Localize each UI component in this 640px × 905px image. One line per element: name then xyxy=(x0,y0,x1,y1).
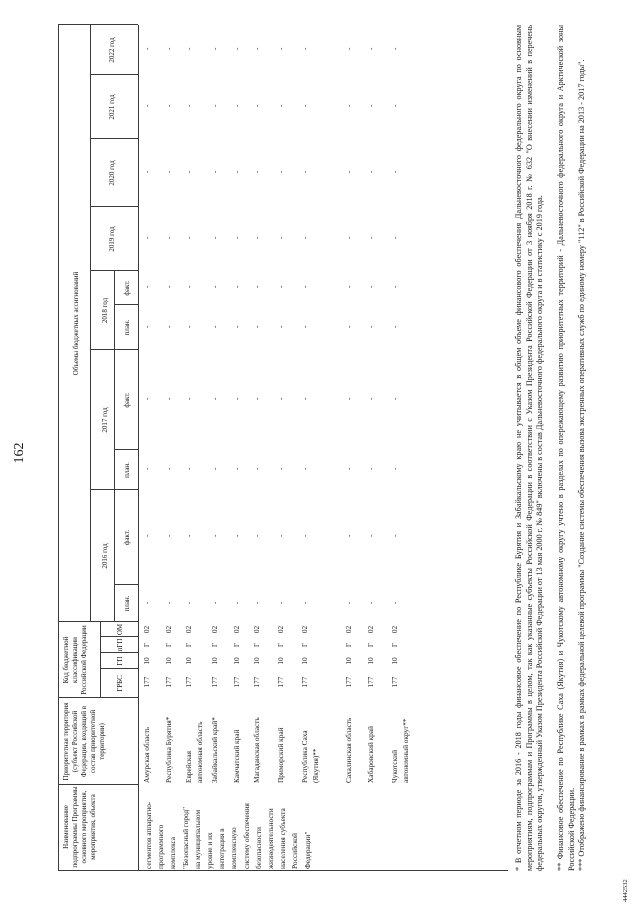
cell-dash: - xyxy=(276,104,285,107)
cell-dash: - xyxy=(142,534,151,537)
cell-dash: - xyxy=(344,104,353,107)
cell-om: 02 xyxy=(184,625,193,634)
name-cell-line: Федерации" xyxy=(302,831,312,869)
cell-pgp: Г xyxy=(184,642,193,648)
footnote-2: ** Финансовое обеспечение по Республике Саха (Якутия) и Чукотскому автономному округу учтено в разделах по опережающему развитию приоритетных территорий - Дальневосточного федерального округа и Арктической зоны Российской Федерации. xyxy=(556,25,576,871)
header-plan-2016: план. xyxy=(123,595,131,612)
cell-dash: - xyxy=(210,534,219,537)
cell-dash: - xyxy=(184,104,193,107)
cell-dash: - xyxy=(232,534,241,537)
cell-om: 02 xyxy=(366,625,375,634)
cell-pgp: Г xyxy=(344,642,353,648)
cell-dash: - xyxy=(276,467,285,470)
name-cell-line: "Безопасный город" xyxy=(180,806,190,869)
cell-dash: - xyxy=(142,467,151,470)
cell-dash: - xyxy=(390,104,399,107)
grid-line xyxy=(114,271,115,622)
cell-dash: - xyxy=(184,467,193,470)
territory-5: Магаданская область xyxy=(252,717,261,783)
cell-dash: - xyxy=(210,47,219,50)
cell-dash: - xyxy=(344,601,353,604)
grid-line xyxy=(58,697,138,698)
territory-0: Амурская область xyxy=(142,726,151,783)
header-pgp: пГП xyxy=(116,638,124,652)
cell-dash: - xyxy=(164,104,173,107)
cell-om: 02 xyxy=(276,625,285,634)
cell-gp: 10 xyxy=(142,657,151,665)
territory-8: Сахалинская область xyxy=(344,717,353,783)
header-plan-2017: план. xyxy=(123,462,131,478)
cell-dash: - xyxy=(276,534,285,537)
cell-dash: - xyxy=(300,325,309,328)
cell-dash: - xyxy=(366,47,375,50)
table-left-border xyxy=(58,870,508,871)
name-cell-line: безопасности xyxy=(253,827,263,869)
cell-dash: - xyxy=(252,397,261,400)
cell-grbs: 177 xyxy=(164,676,173,688)
cell-grbs: 177 xyxy=(184,676,193,688)
cell-dash: - xyxy=(344,236,353,239)
cell-grbs: 177 xyxy=(344,676,353,688)
cell-dash: - xyxy=(184,397,193,400)
cell-dash: - xyxy=(210,601,219,604)
cell-dash: - xyxy=(390,170,399,173)
cell-dash: - xyxy=(232,236,241,239)
cell-dash: - xyxy=(390,534,399,537)
header-fact-2017: факт. xyxy=(123,392,131,408)
header-2020: 2020 год xyxy=(108,160,116,186)
cell-dash: - xyxy=(184,47,193,50)
header-budget-code: Код бюджетной классификации Российской Федерации xyxy=(62,625,88,695)
cell-dash: - xyxy=(232,47,241,50)
cell-dash: - xyxy=(210,467,219,470)
cell-dash: - xyxy=(164,325,173,328)
territory-10: автономный округ** xyxy=(400,718,410,783)
name-cell-line: интеграция в xyxy=(217,828,227,869)
cell-om: 02 xyxy=(210,625,219,634)
cell-dash: - xyxy=(210,325,219,328)
cell-dash: - xyxy=(276,285,285,288)
cell-dash: - xyxy=(184,534,193,537)
cell-dash: - xyxy=(344,397,353,400)
cell-dash: - xyxy=(164,534,173,537)
cell-dash: - xyxy=(366,285,375,288)
cell-dash: - xyxy=(210,397,219,400)
header-om: ОМ xyxy=(116,623,124,636)
cell-dash: - xyxy=(344,534,353,537)
territory-7: Республика Саха xyxy=(300,730,309,783)
cell-dash: - xyxy=(232,325,241,328)
header-2018: 2018 год xyxy=(101,297,109,324)
header-2017: 2017 год xyxy=(101,407,109,433)
cell-dash: - xyxy=(252,170,261,173)
name-cell-line: систему обеспечения xyxy=(241,803,251,869)
name-cell-line: комплексную xyxy=(229,827,239,869)
name-cell-line: сегментов аппаратно- xyxy=(144,801,153,869)
cell-grbs: 177 xyxy=(366,676,375,688)
cell-dash: - xyxy=(390,397,399,400)
cell-dash: - xyxy=(252,236,261,239)
cell-pgp: Г xyxy=(232,642,241,648)
cell-dash: - xyxy=(142,236,151,239)
cell-dash: - xyxy=(184,601,193,604)
header-2016: 2016 год xyxy=(101,543,109,569)
territory-4: Камчатский край xyxy=(232,729,241,783)
cell-gp: 10 xyxy=(300,657,309,665)
cell-dash: - xyxy=(164,601,173,604)
cell-pgp: Г xyxy=(164,642,173,648)
cell-grbs: 177 xyxy=(232,676,241,688)
cell-dash: - xyxy=(300,285,309,288)
cell-om: 02 xyxy=(390,625,399,634)
header-plan-2018: план. xyxy=(123,319,131,336)
territory-7: (Якутия)** xyxy=(310,748,320,783)
cell-grbs: 177 xyxy=(390,676,399,688)
name-cell-line: уровне и их xyxy=(205,832,214,869)
table-top-border xyxy=(58,25,59,871)
grid-line xyxy=(58,24,138,25)
header-2022: 2022 год xyxy=(108,37,116,63)
cell-dash: - xyxy=(300,467,309,470)
cell-dash: - xyxy=(344,285,353,288)
cell-dash: - xyxy=(300,47,309,50)
cell-dash: - xyxy=(232,601,241,604)
cell-dash: - xyxy=(252,534,261,537)
cell-dash: - xyxy=(184,170,193,173)
cell-dash: - xyxy=(276,47,285,50)
cell-dash: - xyxy=(366,170,375,173)
cell-dash: - xyxy=(300,601,309,604)
cell-grbs: 177 xyxy=(210,676,219,688)
cell-dash: - xyxy=(252,325,261,328)
header-2019: 2019 год xyxy=(108,226,116,252)
territory-2: автономная область xyxy=(194,721,204,783)
cell-dash: - xyxy=(184,285,193,288)
footnote-3: *** Отображено финансирование в рамках в рамках федеральной целевой программы "Создание системы обеспечения вызова экстренных оперативных служб по единому номеру "112" в Российской Федерации на 2013 - 2017 годы". xyxy=(577,59,586,871)
cell-dash: - xyxy=(300,104,309,107)
cell-gp: 10 xyxy=(344,657,353,665)
cell-dash: - xyxy=(164,170,173,173)
cell-dash: - xyxy=(164,47,173,50)
cell-dash: - xyxy=(300,397,309,400)
cell-dash: - xyxy=(390,285,399,288)
cell-grbs: 177 xyxy=(142,676,151,688)
cell-gp: 10 xyxy=(210,657,219,665)
header-fact-2016: факт. xyxy=(123,529,131,546)
header-2021: 2021 год xyxy=(108,94,116,120)
territory-9: Хабаровский край xyxy=(366,726,375,783)
cell-dash: - xyxy=(164,397,173,400)
header-name: Наименование подпрограммы Программы основного мероприятия, мероприятия, объекта xyxy=(62,786,97,868)
cell-dash: - xyxy=(232,285,241,288)
cell-dash: - xyxy=(366,104,375,107)
cell-dash: - xyxy=(344,47,353,50)
cell-dash: - xyxy=(300,534,309,537)
territory-6: Приморский край xyxy=(276,727,285,783)
cell-dash: - xyxy=(210,170,219,173)
document-id: 4442532 xyxy=(622,879,629,902)
cell-pgp: Г xyxy=(142,642,151,648)
cell-dash: - xyxy=(344,467,353,470)
name-cell-line: комплекса xyxy=(168,836,178,869)
cell-grbs: 177 xyxy=(252,676,261,688)
territory-10: Чукотский xyxy=(390,750,399,783)
header-fact-2018: факт. xyxy=(123,280,131,296)
cell-dash: - xyxy=(232,104,241,107)
territory-3: Забайкальский край* xyxy=(210,717,219,783)
cell-pgp: Г xyxy=(210,642,219,648)
cell-dash: - xyxy=(210,285,219,288)
cell-dash: - xyxy=(390,467,399,470)
cell-dash: - xyxy=(232,467,241,470)
cell-om: 02 xyxy=(232,625,241,634)
name-cell-line: программного xyxy=(156,824,166,869)
cell-dash: - xyxy=(390,325,399,328)
territory-1: Республика Бурятия* xyxy=(164,716,173,783)
page-number: 162 xyxy=(12,442,27,464)
cell-om: 02 xyxy=(164,625,173,634)
header-territory: Приоритетная территория (субъект Российской Федерации, входящий в состав приоритетной территории) xyxy=(62,702,106,781)
cell-dash: - xyxy=(300,170,309,173)
cell-dash: - xyxy=(344,170,353,173)
cell-dash: - xyxy=(366,236,375,239)
cell-gp: 10 xyxy=(390,657,399,665)
cell-pgp: Г xyxy=(300,642,309,648)
cell-dash: - xyxy=(390,601,399,604)
cell-pgp: Г xyxy=(276,642,285,648)
cell-pgp: Г xyxy=(390,642,399,648)
grid-line xyxy=(90,25,91,622)
cell-dash: - xyxy=(142,104,151,107)
footnote-1: * В отчетном периоде за 2016 - 2018 годы финансовое обеспечение по Республике Бурятия и Забайкальскому краю не учитывается в общем объеме финансового обеспечения Дальневосточного федерального округа по основным мероприятиям, подпрограммам и Программы в целом, так как указанные субъекты Российской Федерации в соответствии с Указом Президента Российской Федерации от 3 ноября 2018 г. № 632 "О внесении изменений в перечень федеральных округов, утвержденный Указом Президента Российской Федерации от 13 мая 2000 г. № 849" включены в состав Дальневосточного федерального округа и в статистику с 2019 года. xyxy=(514,25,544,871)
cell-dash: - xyxy=(276,236,285,239)
name-cell-line: Российской xyxy=(290,833,300,869)
name-cell-line: населения субъекта xyxy=(278,808,288,869)
cell-gp: 10 xyxy=(184,657,193,665)
cell-dash: - xyxy=(252,47,261,50)
cell-dash: - xyxy=(184,236,193,239)
cell-grbs: 177 xyxy=(276,676,285,688)
cell-dash: - xyxy=(142,170,151,173)
territory-2: Еврейская xyxy=(184,751,193,783)
cell-om: 02 xyxy=(344,625,353,634)
cell-dash: - xyxy=(366,601,375,604)
cell-dash: - xyxy=(210,104,219,107)
cell-grbs: 177 xyxy=(300,676,309,688)
cell-dash: - xyxy=(232,170,241,173)
cell-dash: - xyxy=(232,397,241,400)
cell-dash: - xyxy=(142,285,151,288)
cell-om: 02 xyxy=(300,625,309,634)
cell-dash: - xyxy=(252,104,261,107)
cell-pgp: Г xyxy=(366,642,375,648)
cell-dash: - xyxy=(276,397,285,400)
name-cell-line: на муниципальном xyxy=(192,809,202,869)
cell-gp: 10 xyxy=(366,657,375,665)
cell-dash: - xyxy=(276,325,285,328)
cell-dash: - xyxy=(276,601,285,604)
cell-om: 02 xyxy=(142,625,151,634)
cell-dash: - xyxy=(390,47,399,50)
cell-dash: - xyxy=(142,47,151,50)
cell-dash: - xyxy=(344,325,353,328)
name-cell-line: жизнедеятельности xyxy=(266,808,275,869)
cell-dash: - xyxy=(366,467,375,470)
cell-om: 02 xyxy=(252,625,261,634)
cell-dash: - xyxy=(210,236,219,239)
cell-dash: - xyxy=(142,325,151,328)
header-gp: ГП xyxy=(116,656,124,666)
header-grbs: ГРБС xyxy=(116,675,124,692)
cell-dash: - xyxy=(252,601,261,604)
cell-dash: - xyxy=(366,397,375,400)
cell-dash: - xyxy=(184,325,193,328)
cell-dash: - xyxy=(366,325,375,328)
cell-dash: - xyxy=(142,601,151,604)
cell-dash: - xyxy=(142,397,151,400)
cell-dash: - xyxy=(276,170,285,173)
cell-dash: - xyxy=(252,467,261,470)
cell-dash: - xyxy=(366,534,375,537)
cell-gp: 10 xyxy=(252,657,261,665)
header-volumes: Объемы бюджетных ассигнований xyxy=(72,271,80,376)
cell-dash: - xyxy=(252,285,261,288)
header-bottom-border xyxy=(138,25,139,871)
cell-dash: - xyxy=(300,236,309,239)
cell-dash: - xyxy=(164,285,173,288)
cell-gp: 10 xyxy=(164,657,173,665)
grid-line xyxy=(100,622,101,698)
cell-dash: - xyxy=(390,236,399,239)
cell-dash: - xyxy=(164,467,173,470)
cell-pgp: Г xyxy=(252,642,261,648)
cell-dash: - xyxy=(164,236,173,239)
cell-gp: 10 xyxy=(232,657,241,665)
cell-gp: 10 xyxy=(276,657,285,665)
